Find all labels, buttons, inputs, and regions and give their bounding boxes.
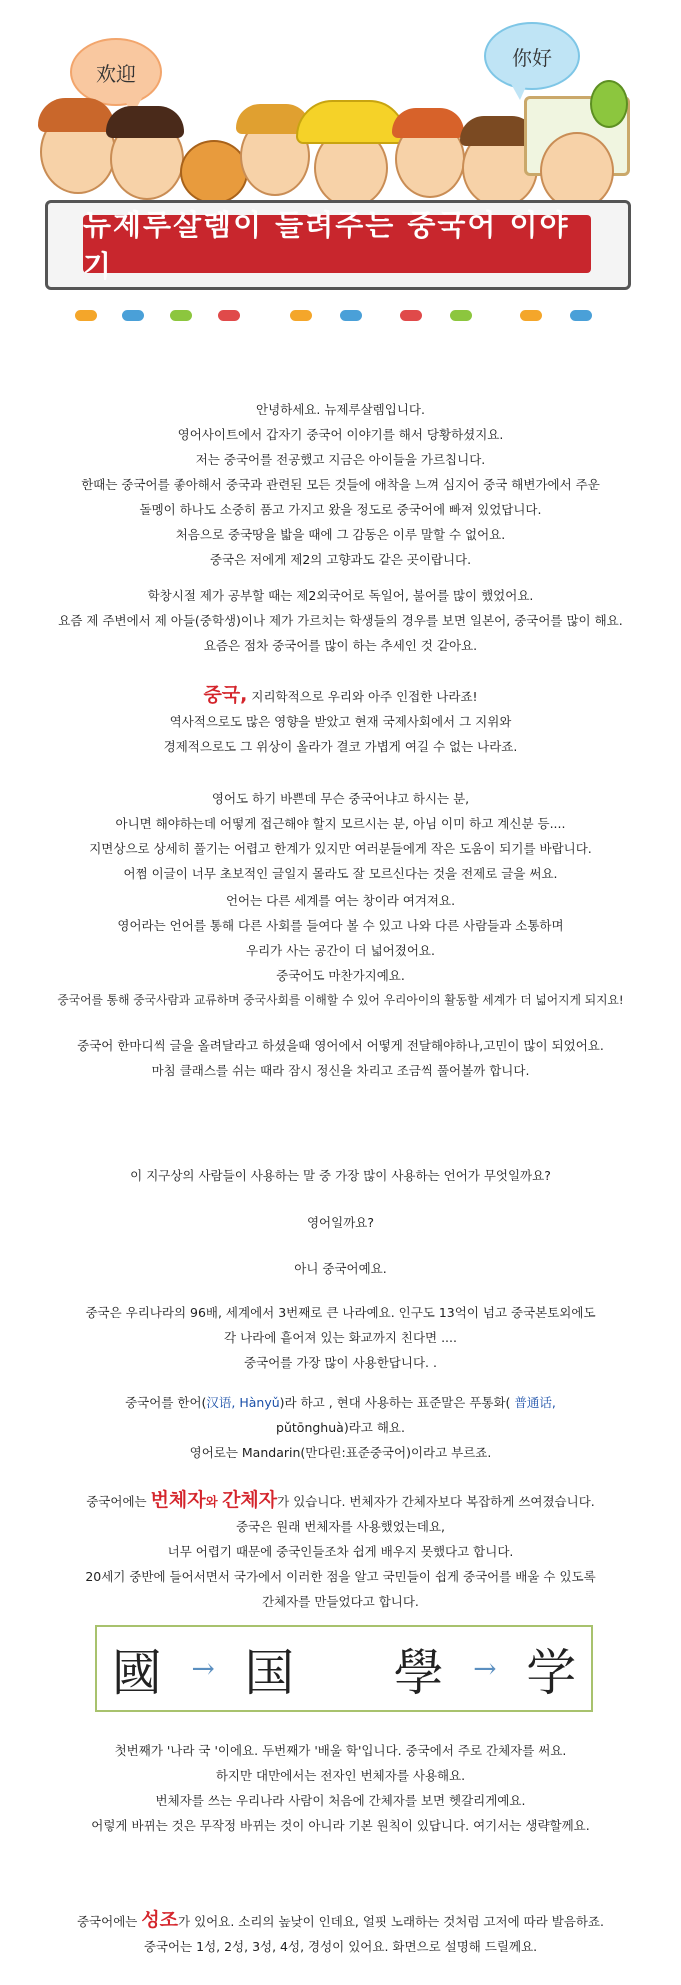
china-line1: 지리학적으로 우리와 아주 인접한 나라죠! xyxy=(247,689,478,704)
text-line: 안녕하세요. 뉴제루살렘입니다. xyxy=(256,402,425,417)
text-line: 너무 어렵기 때문에 중국인들조차 쉽게 배우지 못했다고 합니다. xyxy=(167,1544,514,1559)
busy-paragraph xyxy=(0,786,681,886)
text-line: 번체자를 쓰는 우리나라 사람이 처음에 간체자를 보면 헷갈리게예요. xyxy=(155,1793,526,1808)
shoe-icon xyxy=(290,310,312,321)
text-line: 간체자를 만들었다고 합니다. xyxy=(262,1594,419,1609)
text-line: 언어는 다른 세계를 여는 창이라 여겨져요. xyxy=(225,893,456,908)
text-line: 20세기 중반에 들어서면서 국가에서 이러한 점을 알고 국민들이 쉽게 중국어를 배울 수 있도록 xyxy=(85,1569,596,1584)
shoe-icon xyxy=(520,310,542,321)
language-paragraph xyxy=(0,888,681,1013)
script-text-e: 가 있습니다. 번체자가 간체자보다 복잡하게 쓰여졌습니다. xyxy=(277,1494,595,1509)
green-balloon-icon xyxy=(590,80,628,128)
putonghua-pinyin: pǔtōnghuà xyxy=(276,1420,344,1435)
answer-line-2: 아니 중국어예요. xyxy=(294,1261,387,1276)
title-board xyxy=(45,200,631,290)
text-line: 영어사이트에서 갑자기 중국어 이야기를 해서 당황하셨지요. xyxy=(177,427,504,442)
text-line xyxy=(0,1488,681,1514)
text-line: 중국어는 1성, 2성, 3성, 4성, 경성이 있어요. 화면으로 설명해 드릴께요. xyxy=(143,1939,538,1954)
script-text-c: 와 xyxy=(205,1494,223,1509)
text-line: 하지만 대만에서는 전자인 번체자를 사용해요. xyxy=(215,1768,466,1783)
traditional-highlight: 번체자 xyxy=(150,1489,206,1511)
char-guo-simplified: 国 xyxy=(244,1643,295,1702)
text-line: 중국어를 가장 많이 사용한답니다. . xyxy=(244,1355,437,1370)
answer-line-1: 영어일까요? xyxy=(306,1215,374,1230)
text-line: 중국어 한마디씩 글을 올려달라고 하셨을때 영어에서 어떻게 전달해야하나,고민이 많이 되었어요. xyxy=(77,1038,604,1053)
size-paragraph xyxy=(0,1300,681,1375)
hanyu-text-c: )라 하고 , 현대 사용하는 표준말은 푸통화( xyxy=(279,1395,515,1410)
text-line: 요즘 제 주변에서 제 아들(중학생)이나 제가 가르치는 학생들의 경우를 보면 일본어, 중국어를 많이 해요. xyxy=(58,613,623,628)
question-line: 이 지구상의 사람들이 사용하는 말 중 가장 많이 사용하는 언어가 무엇일까요? xyxy=(130,1168,551,1183)
tone-text-a: 중국어에는 xyxy=(76,1914,142,1929)
text-line: 한때는 중국어를 좋아해서 중국과 관련된 모든 것들에 애착을 느껴 심지어 중국 해변가에서 주운 xyxy=(81,477,600,492)
speech-bubble-right xyxy=(484,22,580,90)
text-line: 아니면 해야하는데 어떻게 접근해야 할지 모르시는 분, 아님 이미 하고 계신분 등.... xyxy=(115,816,566,831)
script-text-a: 중국어에는 xyxy=(86,1494,151,1509)
intro-paragraph xyxy=(0,397,681,572)
text-line: 역사적으로도 많은 영향을 받았고 현재 국제사회에서 그 지위와 xyxy=(169,714,512,729)
text-line xyxy=(0,1415,681,1440)
char-xue-simplified: 学 xyxy=(526,1643,577,1702)
text-line: 마침 클래스를 쉬는 때라 잠시 정신을 차리고 조금씩 풀어볼까 합니다. xyxy=(151,1063,530,1078)
text-line: 돌멩이 하나도 소중히 품고 가지고 왔을 정도로 중국어에 빠져 있었답니다. xyxy=(139,502,542,517)
text-line: 중국은 우리나라의 96배, 세계에서 3번째로 큰 나라예요. 인구도 13억이 넘고 중국본토외에도 xyxy=(85,1305,596,1320)
char-xue-traditional: 學 xyxy=(393,1643,444,1702)
hanyu-chinese: 汉语, Hànyǔ xyxy=(206,1395,280,1410)
text-line: 영어로는 Mandarin(만다린:표준중국어)이라고 부르죠. xyxy=(189,1445,492,1460)
text-line: 처음으로 중국땅을 밟을 때에 그 감동은 이루 말할 수 없어요. xyxy=(175,527,506,542)
shoe-icon xyxy=(400,310,422,321)
text-line: 학창시절 제가 공부할 때는 제2외국어로 독일어, 불어를 많이 했었어요. xyxy=(147,588,534,603)
kid-face-7-icon xyxy=(540,132,614,210)
arrow-icon: → xyxy=(473,1652,497,1685)
shoe-icon xyxy=(122,310,144,321)
text-line: 중국은 저에게 제2의 고향과도 같은 곳이랍니다. xyxy=(209,552,472,567)
tone-paragraph xyxy=(0,1908,681,1959)
speech-bubble-left xyxy=(70,38,162,106)
bubble-left-text: 欢迎 xyxy=(96,61,136,86)
shoe-icon xyxy=(75,310,97,321)
text-line xyxy=(0,683,681,709)
text-line: 저는 중국어를 전공했고 지금은 아이들을 가르칩니다. xyxy=(195,452,486,467)
banner-illustration xyxy=(0,0,681,330)
text-line xyxy=(0,1908,681,1934)
text-line: 어렇게 바뀌는 것은 무작정 바뀌는 것이 아니라 기본 원칙이 있답니다. 여기서는 생략할께요. xyxy=(91,1818,590,1833)
text-line: 중국은 원래 번체자를 사용했었는데요, xyxy=(235,1519,446,1534)
kid-hair-5-icon xyxy=(392,108,464,138)
cat-face-icon xyxy=(180,140,248,204)
putonghua-chinese: 普通话, xyxy=(514,1395,556,1410)
char-guo-traditional: 國 xyxy=(111,1643,162,1702)
text-line: 요즘은 점차 중국어를 많이 하는 추세인 것 같아요. xyxy=(203,638,478,653)
tone-text-c: 가 있어요. 소리의 높낮이 인데요, 얼핏 노래하는 것처럼 고저에 따라 발음하죠. xyxy=(178,1914,605,1929)
simplified-highlight: 간체자 xyxy=(222,1489,278,1511)
text-line: 경제적으로도 그 위상이 올라가 결코 가볍게 여길 수 없는 나라죠. xyxy=(163,739,518,754)
text-line: 영어도 하기 바쁜데 무슨 중국어냐고 하시는 분, xyxy=(211,791,470,806)
shoe-icon xyxy=(218,310,240,321)
hanyu-text-a: 중국어를 한어( xyxy=(125,1395,207,1410)
script-paragraph xyxy=(0,1488,681,1614)
text-line: 중국어도 마찬가지예요. xyxy=(276,968,405,983)
chars-note-paragraph xyxy=(0,1738,681,1838)
text-line: 지면상으로 상세히 풀기는 어렵고 한계가 있지만 여러분들에게 작은 도움이 되기를 바랍니다. xyxy=(89,841,592,856)
kid-hair-2-icon xyxy=(106,106,184,138)
text-line: 어쩜 이글이 너무 초보적인 글일지 몰라도 잘 모르신다는 것을 전제로 글을 써요. xyxy=(123,866,558,881)
china-highlight: 중국, xyxy=(203,684,248,706)
shoe-icon xyxy=(340,310,362,321)
text-line: 첫번째가 '나라 국 '이에요. 두번째가 '배울 학'입니다. 중국에서 주로 간체자를 써요. xyxy=(114,1743,567,1758)
text-line: 영어라는 언어를 통해 다른 사회를 들여다 볼 수 있고 나와 다른 사람들과 소통하며 xyxy=(117,918,564,933)
kid-hair-1-icon xyxy=(38,98,114,132)
text-line: 우리가 사는 공간이 더 넓어졌어요. xyxy=(246,943,435,958)
bubble-right-text: 你好 xyxy=(512,45,552,70)
text-line: 각 나라에 흩어져 있는 화교까지 친다면 .... xyxy=(224,1330,457,1345)
hanyu-text-l2: )라고 해요. xyxy=(343,1420,405,1435)
hanyu-paragraph xyxy=(0,1390,681,1465)
text-line: 중국어를 통해 중국사람과 교류하며 중국사회를 이해할 수 있어 우리아이의 활동할 세계가 더 넓어지게 되지요! xyxy=(57,993,624,1007)
arrow-icon: → xyxy=(191,1652,215,1685)
character-comparison-box xyxy=(95,1625,593,1712)
shoe-icon xyxy=(570,310,592,321)
text-line xyxy=(0,1390,681,1415)
tone-highlight: 성조 xyxy=(141,1909,179,1931)
request-paragraph xyxy=(0,1033,681,1083)
yellow-hat-icon xyxy=(296,100,406,144)
china-paragraph xyxy=(0,683,681,759)
shoe-icon xyxy=(450,310,472,321)
page-title: 뉴제루살렘이 들려주는 중국어 이야기 xyxy=(83,215,591,273)
study-paragraph xyxy=(0,583,681,658)
shoe-icon xyxy=(170,310,192,321)
